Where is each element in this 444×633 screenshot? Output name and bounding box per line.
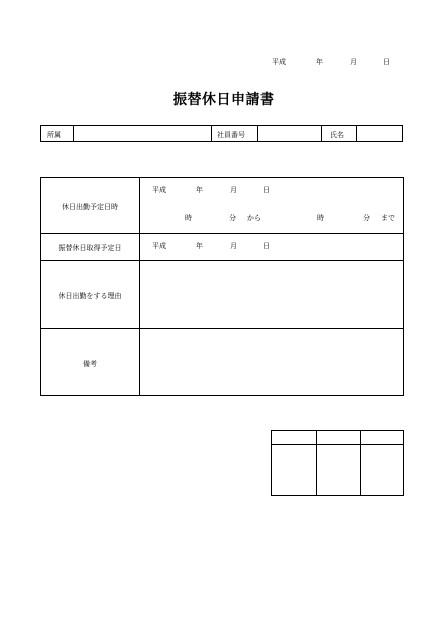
name-field[interactable] — [357, 126, 402, 141]
workday-start-hour-unit: 時 — [185, 214, 192, 222]
reason-label: 休日出勤をする理由 — [58, 292, 122, 300]
empno-label-cell — [212, 126, 258, 141]
substitute-year-unit: 年 — [196, 242, 203, 250]
workday-year-unit: 年 — [196, 186, 203, 194]
workday-until-text: まで — [381, 214, 395, 222]
dept-label-cell — [41, 126, 74, 141]
workday-start-minute-unit: 分 — [229, 214, 236, 222]
dept-label: 所属 — [47, 131, 61, 139]
dept-field[interactable] — [74, 126, 212, 141]
workday-label: 休日出勤予定日時 — [62, 203, 118, 211]
date-era: 平成 — [272, 58, 286, 66]
empno-field[interactable] — [258, 126, 322, 141]
substitute-month-unit: 月 — [230, 242, 237, 250]
stamp-box-1[interactable] — [272, 445, 316, 495]
application-table — [40, 177, 404, 396]
date-month-unit: 月 — [350, 58, 357, 66]
workday-month-unit: 月 — [230, 186, 237, 194]
remarks-field[interactable] — [140, 329, 403, 395]
workday-end-hour-unit: 時 — [317, 214, 324, 222]
empno-label: 社員番号 — [217, 131, 245, 139]
approval-stamp-table — [271, 430, 404, 496]
stamp-box-3[interactable] — [361, 445, 403, 495]
substitute-era: 平成 — [152, 242, 166, 250]
workday-from-text: から — [247, 214, 261, 222]
workday-end-minute-unit: 分 — [363, 214, 370, 222]
stamp-box-2[interactable] — [317, 445, 360, 495]
row-divider — [41, 233, 403, 234]
name-label: 氏名 — [330, 131, 344, 139]
employee-info-table — [40, 125, 403, 142]
workday-era: 平成 — [152, 186, 166, 194]
substitute-day-unit: 日 — [263, 242, 270, 250]
substitute-holiday-label: 振替休日取得予定日 — [58, 244, 122, 252]
remarks-label: 備考 — [83, 360, 97, 368]
date-year-unit: 年 — [316, 58, 323, 66]
date-day-unit: 日 — [383, 58, 390, 66]
document-title: 振替休日申請書 — [173, 92, 275, 108]
reason-field[interactable] — [140, 261, 403, 328]
name-label-cell — [322, 126, 357, 141]
workday-day-unit: 日 — [263, 186, 270, 194]
